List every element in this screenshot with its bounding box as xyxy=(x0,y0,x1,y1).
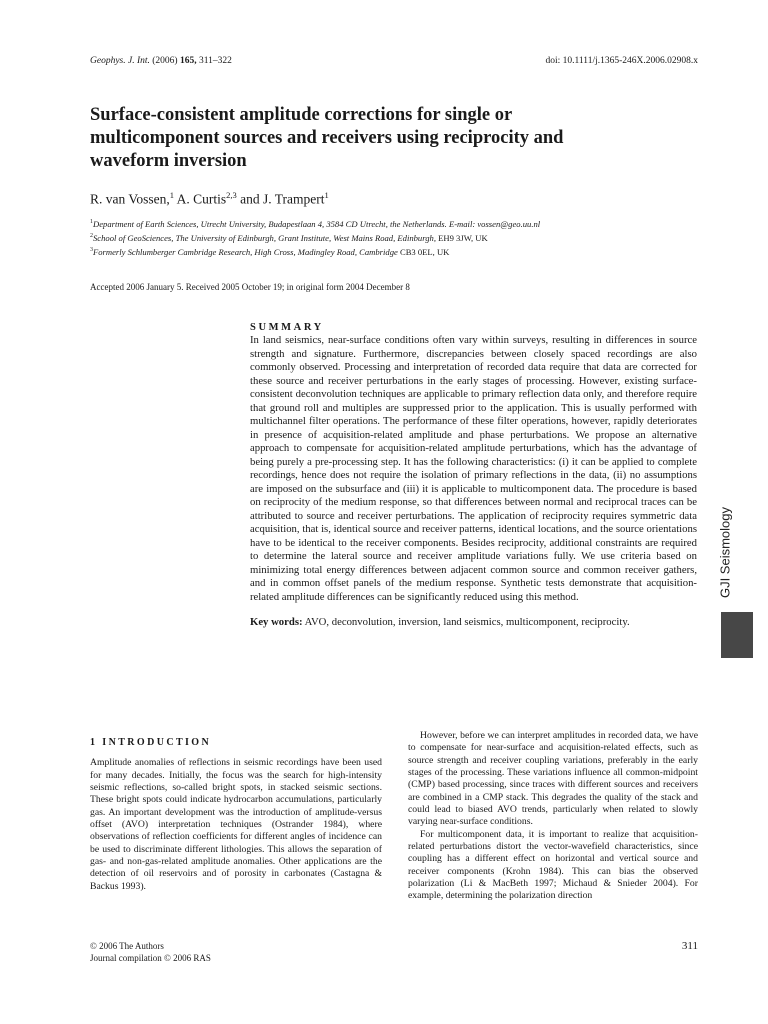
journal-citation xyxy=(90,56,232,66)
journal-volume: 165, xyxy=(179,56,197,66)
submission-dates: Accepted 2006 January 5. Received 2005 October 19; in original form 2004 December 8 xyxy=(90,282,410,292)
keywords-list: AVO, deconvolution, inversion, land seismics, multicomponent, reciprocity. xyxy=(302,616,630,628)
author-affiliation-marker: 1 xyxy=(324,190,329,200)
affiliation-line: $^2$School of GeoSciences, The University of Edinburgh, Grant Institute, West Mains Road, Edinburgh, EH9 3JW, UK xyxy=(90,232,488,243)
journal-compilation-line: Journal compilation © 2006 RAS xyxy=(90,953,211,963)
side-tab-marker xyxy=(721,612,753,658)
section-heading-introduction: 1 INTRODUCTION xyxy=(90,737,212,748)
author-list xyxy=(90,190,329,208)
section-side-label xyxy=(715,500,735,610)
author-affiliation-marker: 1 xyxy=(169,190,175,200)
side-label-text: GJI Seismology xyxy=(717,506,733,599)
summary-heading: SUMMARY xyxy=(250,322,324,333)
keywords-label: Key words: xyxy=(250,616,303,628)
affiliations xyxy=(90,216,710,258)
paragraph: Amplitude anomalies of reflections in seismic recordings have been used for many decades. Initially, the focus was the search for high-intensity seismic reflections, so-called bright spots, in stacked seismic sections. These bright spots could indicate hydrocarbon accumulations, particularly gas. An important development was the introduction of amplitude-versus offset (AVO) interpretation techniques (Ostrander 1984), where observations of reflection coefficients for different angles of incidence can be used to discriminate different lithologies. This allows the separation of gas- and non-gas-related amplitude anomalies. Other applications are the detection of oil reservoirs and of porosity in carbonates (Castagna & Backus 1993). xyxy=(90,757,382,892)
right-column xyxy=(408,730,698,903)
author-name: and J. Trampert xyxy=(236,191,325,207)
paragraph: However, before we can interpret amplitudes in recorded data, we have to compensate for near-surface and acquisition-related effects, such as source strength and receiver coupling variations, preferably in the early stages of the processing. These variations influence all common-midpoint (CMP) based processing, since traces with different sources and receivers are combined in a CMP stack. This degrades the quality of the stack and could lead to biased AVO trends, particularly when related to slowly varying near-surface conditions. xyxy=(408,730,698,828)
footer-copyright xyxy=(90,940,211,964)
running-head xyxy=(90,56,698,66)
keywords xyxy=(250,616,697,628)
journal-pages: 311–322 xyxy=(198,56,232,66)
page-number: 311 xyxy=(681,940,698,952)
author-affiliation-marker: 2,3 xyxy=(226,190,237,200)
left-column xyxy=(90,737,382,893)
doi[interactable]: doi: 10.1111/j.1365-246X.2006.02908.x xyxy=(545,56,698,66)
journal-year: (2006) xyxy=(152,56,178,66)
author-name: R. van Vossen, xyxy=(90,191,170,207)
paper-title: Surface-consistent amplitude corrections for single or multicomponent sources and receivers using reciprocity and waveform inversion xyxy=(90,105,564,171)
summary-text: In land seismics, near-surface conditions often vary within surveys, resulting in differences in source strength and signature. Furthermore, discrepancies between closely spaced recordings are also commonly observed. Processing and interpretation of recorded data require that data are corrected for these source and receiver perturbations in the early stages of processing. However, existing surface-consistent deconvolution techniques are applicable to primary reflection data only, and therefore require that ground roll and multiples are suppressed prior to the application. This is usually performed with multichannel filter operations. The performance of these filter operations, however, rapidly deteriorates in presence of acquisition-related amplitude and phase perturbations. We propose an alternative approach to compensate for acquisition-related amplitude perturbations, which has the advantage of being purely a pre-processing step. It has the following characteristics: (i) it can be applied to complete recordings, hence does not require the isolation of primary reflections in the data, (ii) no assumptions are imposed on the subsurface and (iii) it is applicable to multicomponent data. The procedure is based on reciprocity of the medium response, so that differences between normal and reciprocal traces can be attributed to source and receiver perturbations. The application of reciprocity requires symmetric data acquisition, that is, identical source and receiver patterns, identical locations, and the source orientations have to be identical to the receiver components. Besides reciprocity, additional constraints are required to determine the lateral source and receiver amplitude variations fully. We use criteria based on minimizing total energy differences between adjacent common source and common receiver gathers, and in common offset panels of the medium response. Synthetic tests demonstrate that acquisition-related amplitude differences can be significantly reduced using this method. xyxy=(250,334,697,603)
author-name: A. Curtis xyxy=(174,191,227,207)
affiliation-line: $^3$Formerly Schlumberger Cambridge Research, High Cross, Madingley Road, Cambridge CB3 0EL, UK xyxy=(90,246,450,257)
copyright-line: © 2006 The Authors xyxy=(90,941,164,951)
summary-section xyxy=(250,322,697,628)
journal-name: Geophys. J. Int. xyxy=(90,56,150,66)
paragraph: For multicomponent data, it is important to realize that acquisition-related perturbations distort the vector-wavefield characteristics, since coupling has a different effect on horizontal and vertical source and receiver components (Krohn 1984). This can bias the observed polarization (Li & MacBeth 1997; Michaud & Snieder 2004). For example, determining the polarization direction xyxy=(408,828,698,902)
affiliation-line: $^1$Department of Earth Sciences, Utrecht University, Budapestlaan 4, 3584 CD Utrecht, the Netherlands. E-mail: vossen@geo.uu.nl xyxy=(90,218,541,229)
